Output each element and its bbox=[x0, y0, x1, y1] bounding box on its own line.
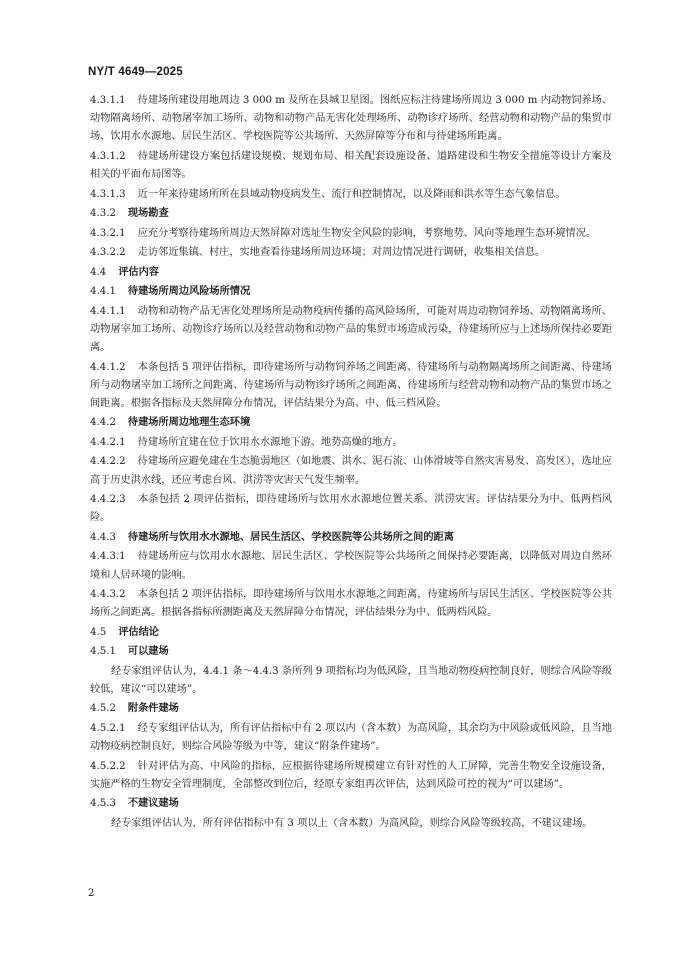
paragraph-text: 经专家组评估认为，4.4.1 条～4.4.3 条所列 9 项指标均为低风险，且当地动物疫病控制良好，则综合风险等级较低，建议“可以建场”。 bbox=[90, 665, 612, 695]
clause-number: 4.4.1 bbox=[90, 286, 116, 298]
paragraph bbox=[90, 663, 612, 699]
section-heading bbox=[90, 795, 612, 813]
clause-number: 4.3.1.3 bbox=[90, 188, 126, 200]
clause-number: 4.4.2.3 bbox=[90, 494, 126, 506]
clause-number: 4.4.3.1 bbox=[90, 551, 126, 563]
clause-number: 4.4.2.2 bbox=[90, 456, 126, 468]
section-heading bbox=[90, 529, 612, 547]
clause-paragraph bbox=[90, 548, 612, 584]
clause-number: 4.3.1.1 bbox=[90, 95, 126, 106]
section-heading bbox=[90, 283, 612, 301]
paragraph-text: 经专家组评估认为，所有评估指标中有 2 项以内（含本数）为高风险，其余均为中风险或低风险，且当地动物疫病控制良好，则综合风险等级为中等，建议“附条件建场”。 bbox=[90, 722, 612, 753]
clause-paragraph bbox=[90, 758, 612, 794]
paragraph-text: 本条包括 5 项评估指标，即待建场所与动物饲养场之间距离、待建场所与动物隔离场所之间距离、待建场所与动物屠宰加工场所之间距离、待建场所与动物诊疗场所之间距离、待建场所与经营动物和动物产品的集贸市场之间距离。根据各指标及天然屏障分布情况，评估结果分为高、中、低三档风险。 bbox=[90, 361, 612, 409]
clause-number: 4.5 bbox=[90, 626, 107, 638]
section-heading bbox=[90, 643, 612, 661]
clause-number: 4.5.2 bbox=[90, 703, 116, 715]
paragraph-text: 待建场所应避免建在生态脆弱地区（如地震、洪水、泥石流、山体滑坡等自然灾害易发、高发区），选址应高于历史洪水线，还应考虑台风、洪涝等灾害天气发生频率。 bbox=[90, 456, 612, 486]
heading-text: 现场勘查 bbox=[127, 208, 169, 220]
clause-number: 4.5.3 bbox=[90, 798, 116, 810]
clause-paragraph bbox=[90, 225, 612, 243]
paragraph-text: 待建场所建设用地周边 3 000 m 及所在县城卫星图。图纸应标注待建场所周边 3 000 m 内动物饲养场、动物隔离场所、动物屠宰加工场所、动物和动物产品无害化处理场所、动物诊疗场所、经营动物和动物产品的集贸市场、饮用水水源地、居民生活区、学校医院等公共场所、天然屏障等分布和与待建场所距离。 bbox=[90, 95, 612, 143]
heading-text: 待建场所与饮用水水源地、居民生活区、学校医院等公共场所之间的距离 bbox=[127, 531, 454, 543]
document-body bbox=[90, 92, 612, 834]
standard-code: NY/T 4649—2025 bbox=[88, 66, 183, 78]
clause-number: 4.3.1.2 bbox=[90, 150, 126, 162]
heading-text: 评估内容 bbox=[118, 266, 159, 278]
paragraph-text: 应充分考察待建场所周边天然屏障对选址生物安全风险的影响，考察地势、风向等地理生态环境情况。 bbox=[137, 227, 597, 239]
paragraph-text: 本条包括 2 项评估指标，即待建场所与饮用水水源地位置关系、洪涝灾害。评估结果分为中、低两档风险。 bbox=[90, 494, 612, 524]
heading-text: 评估结论 bbox=[118, 626, 159, 638]
heading-text: 可以建场 bbox=[127, 646, 169, 658]
page-number: 2 bbox=[88, 888, 95, 899]
clause-paragraph bbox=[90, 586, 612, 622]
paragraph-text: 动物和动物产品无害化处理场所是动物疫病传播的高风险场所，可能对周边动物饲养场、动物隔离场所、动物屠宰加工场所、动物诊疗场所以及经营动物和动物产品的集贸市场造成污染，待建场所应与上述场所保持必要距离。 bbox=[90, 305, 612, 354]
heading-text: 附条件建场 bbox=[127, 703, 179, 715]
clause-number: 4.3.2.2 bbox=[90, 247, 126, 259]
heading-text: 待建场所周边地理生态环境 bbox=[127, 417, 251, 429]
clause-paragraph bbox=[90, 303, 612, 358]
paragraph-text: 待建场所建设方案包括建设规模、规划布局、相关配套设施设备、道路建设和生物安全措施等设计方案及相关的平面布局图等。 bbox=[90, 150, 612, 181]
clause-paragraph bbox=[90, 244, 612, 262]
clause-number: 4.5.2.2 bbox=[90, 760, 126, 772]
heading-text: 待建场所周边风险场所情况 bbox=[127, 286, 251, 298]
clause-number: 4.4.3.2 bbox=[90, 589, 126, 601]
section-heading bbox=[90, 264, 612, 282]
paragraph-text: 针对评估为高、中风险的指标，应根据待建场所规模建立有针对性的人工屏障，完善生物安全设施设备，实施严格的生物安全管理制度，全部整改到位后，经原专家组再次评估，达到风险可控的视为“可以建场”。 bbox=[90, 760, 612, 790]
heading-text: 不建议建场 bbox=[127, 798, 179, 810]
clause-number: 4.3.2 bbox=[90, 208, 116, 220]
clause-number: 4.4.1.1 bbox=[90, 305, 126, 317]
clause-paragraph bbox=[90, 148, 612, 184]
clause-number: 4.4.1.2 bbox=[90, 361, 126, 373]
clause-paragraph bbox=[90, 434, 612, 452]
section-heading bbox=[90, 700, 612, 718]
clause-number: 4.5.1 bbox=[90, 646, 116, 658]
clause-paragraph bbox=[90, 491, 612, 527]
paragraph-text: 待建场所应与饮用水水源地、居民生活区、学校医院等公共场所之间保持必要距离，以降低对周边自然环境和人居环境的影响。 bbox=[90, 551, 612, 581]
clause-number: 4.4 bbox=[90, 266, 107, 278]
clause-number: 4.4.2 bbox=[90, 417, 116, 429]
paragraph-text: 近一年来待建场所所在县域动物疫病发生、流行和控制情况，以及降雨和洪水等生态气象信息。 bbox=[137, 188, 566, 200]
clause-paragraph bbox=[90, 453, 612, 489]
paragraph-text: 走访邻近集镇、村庄，实地查看待建场所周边环境；对周边情况进行调研，收集相关信息。 bbox=[137, 247, 546, 259]
clause-number: 4.4.2.1 bbox=[90, 436, 126, 448]
paragraph bbox=[90, 815, 612, 833]
clause-paragraph bbox=[90, 92, 612, 147]
paragraph-text: 经专家组评估认为，所有评估指标中有 3 项以上（含本数）为高风险，则综合风险等级较高，不建议建场。 bbox=[111, 817, 593, 829]
section-heading bbox=[90, 205, 612, 223]
clause-number: 4.3.2.1 bbox=[90, 227, 126, 239]
clause-number: 4.4.3 bbox=[90, 531, 116, 543]
section-heading bbox=[90, 414, 612, 432]
paragraph-text: 待建场所宜建在位于饮用水水源地下游、地势高燥的地方。 bbox=[137, 436, 403, 448]
clause-paragraph bbox=[90, 186, 612, 204]
clause-paragraph bbox=[90, 359, 612, 414]
clause-number: 4.5.2.1 bbox=[90, 722, 126, 734]
paragraph-text: 本条包括 2 项评估指标，即待建场所与饮用水水源地之间距离，待建场所与居民生活区、学校医院等公共场所之间距离。根据各指标所测距离及天然屏障分布情况，评估结果分为中、低两档风险。 bbox=[90, 589, 612, 619]
section-heading bbox=[90, 624, 612, 642]
clause-paragraph bbox=[90, 720, 612, 756]
